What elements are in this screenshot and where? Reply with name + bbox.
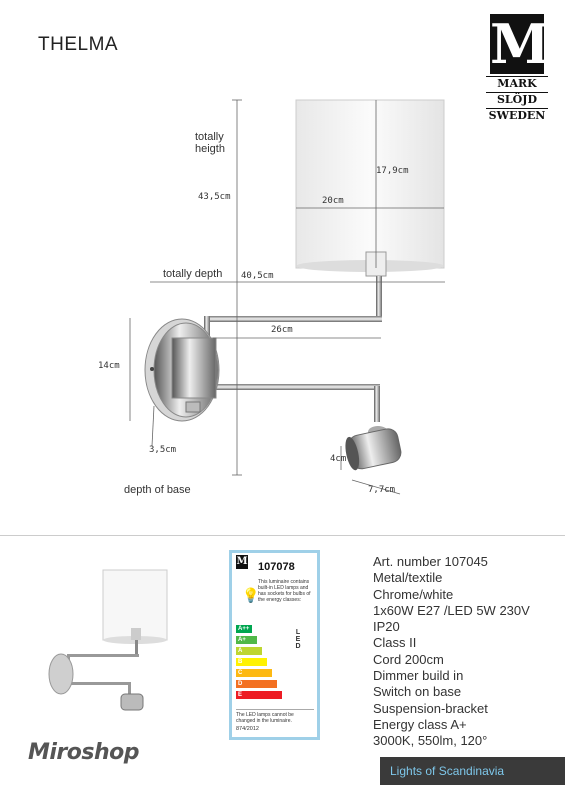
logo-mark: M	[490, 12, 550, 76]
energy-label	[229, 550, 320, 740]
footer-bar	[380, 757, 565, 785]
section-divider	[0, 535, 565, 536]
energy-class-bar: D	[236, 680, 277, 688]
energy-label-number: 107078	[258, 561, 295, 573]
energy-class-bar: C	[236, 669, 272, 677]
spec-line: Dimmer build in	[373, 668, 464, 684]
lamp-shade	[296, 100, 444, 276]
total-depth-value: 40,5cm	[241, 271, 274, 281]
spec-line: IP20	[373, 619, 400, 635]
total-height-value: 43,5cm	[198, 192, 231, 202]
lamp-icon: 💡	[242, 587, 260, 603]
logo-line-sweden: SWEDEN	[486, 108, 548, 122]
energy-class-bar: A+	[236, 636, 257, 644]
spec-line: Chrome/white	[373, 586, 454, 602]
energy-class-bar: E	[236, 691, 282, 699]
lower-arm	[204, 384, 380, 422]
shop-watermark: Miroshop	[28, 740, 140, 765]
spec-line: Class II	[373, 635, 417, 651]
wall-base	[145, 319, 219, 421]
energy-class-bar: A	[236, 647, 262, 655]
logo-line-slojd: SLÖJD	[486, 92, 548, 106]
shade-height-value: 17,9cm	[376, 166, 409, 176]
spec-line: Art. number 107045	[373, 554, 488, 569]
spec-line: 3000K, 550lm, 120°	[373, 733, 488, 749]
energy-label-bottom-text: The LED lamps cannot be changed in the luminaire.	[236, 709, 314, 724]
spot-head	[343, 426, 403, 471]
total-depth-label: totally depth	[163, 268, 223, 280]
energy-label-regulation: 874/2012	[236, 726, 259, 732]
upper-arm	[204, 276, 382, 388]
product-photo	[35, 560, 185, 720]
height-label-line1: totally	[195, 131, 224, 143]
base-height-value: 14cm	[98, 361, 120, 371]
spec-line: Energy class A+	[373, 716, 467, 732]
logo-line-mark: MARK	[486, 76, 548, 90]
shade-diameter-value: 20cm	[322, 196, 344, 206]
spec-list	[373, 554, 530, 750]
height-label-line2: heigth	[195, 143, 225, 155]
spec-line: Metal/textile	[373, 570, 443, 586]
spot-width-value: 7,7cm	[368, 485, 396, 495]
base-depth-value: 3,5cm	[149, 445, 177, 455]
energy-class-bar: A++	[236, 625, 252, 633]
spec-line: Switch on base	[373, 684, 462, 700]
spec-line: Cord 200cm	[373, 651, 444, 667]
footer-tagline: Lights of Scandinavia	[390, 764, 505, 778]
depth-of-base-label: depth of base	[124, 484, 191, 496]
energy-class-bar: B	[236, 658, 267, 666]
label-logo-mark: M	[236, 556, 248, 567]
spot-height-value: 4cm	[330, 454, 347, 464]
product-title: THELMA	[38, 34, 119, 55]
arm-length-value: 26cm	[271, 325, 293, 335]
spec-line: Suspension-bracket	[373, 700, 488, 716]
led-text: LED	[295, 629, 301, 650]
spec-line: 1x60W E27 /LED 5W 230V	[373, 602, 530, 618]
energy-label-text: This luminaire contains built-in LED lamps and has sockets for bulbs of the energy classes:	[258, 579, 311, 603]
